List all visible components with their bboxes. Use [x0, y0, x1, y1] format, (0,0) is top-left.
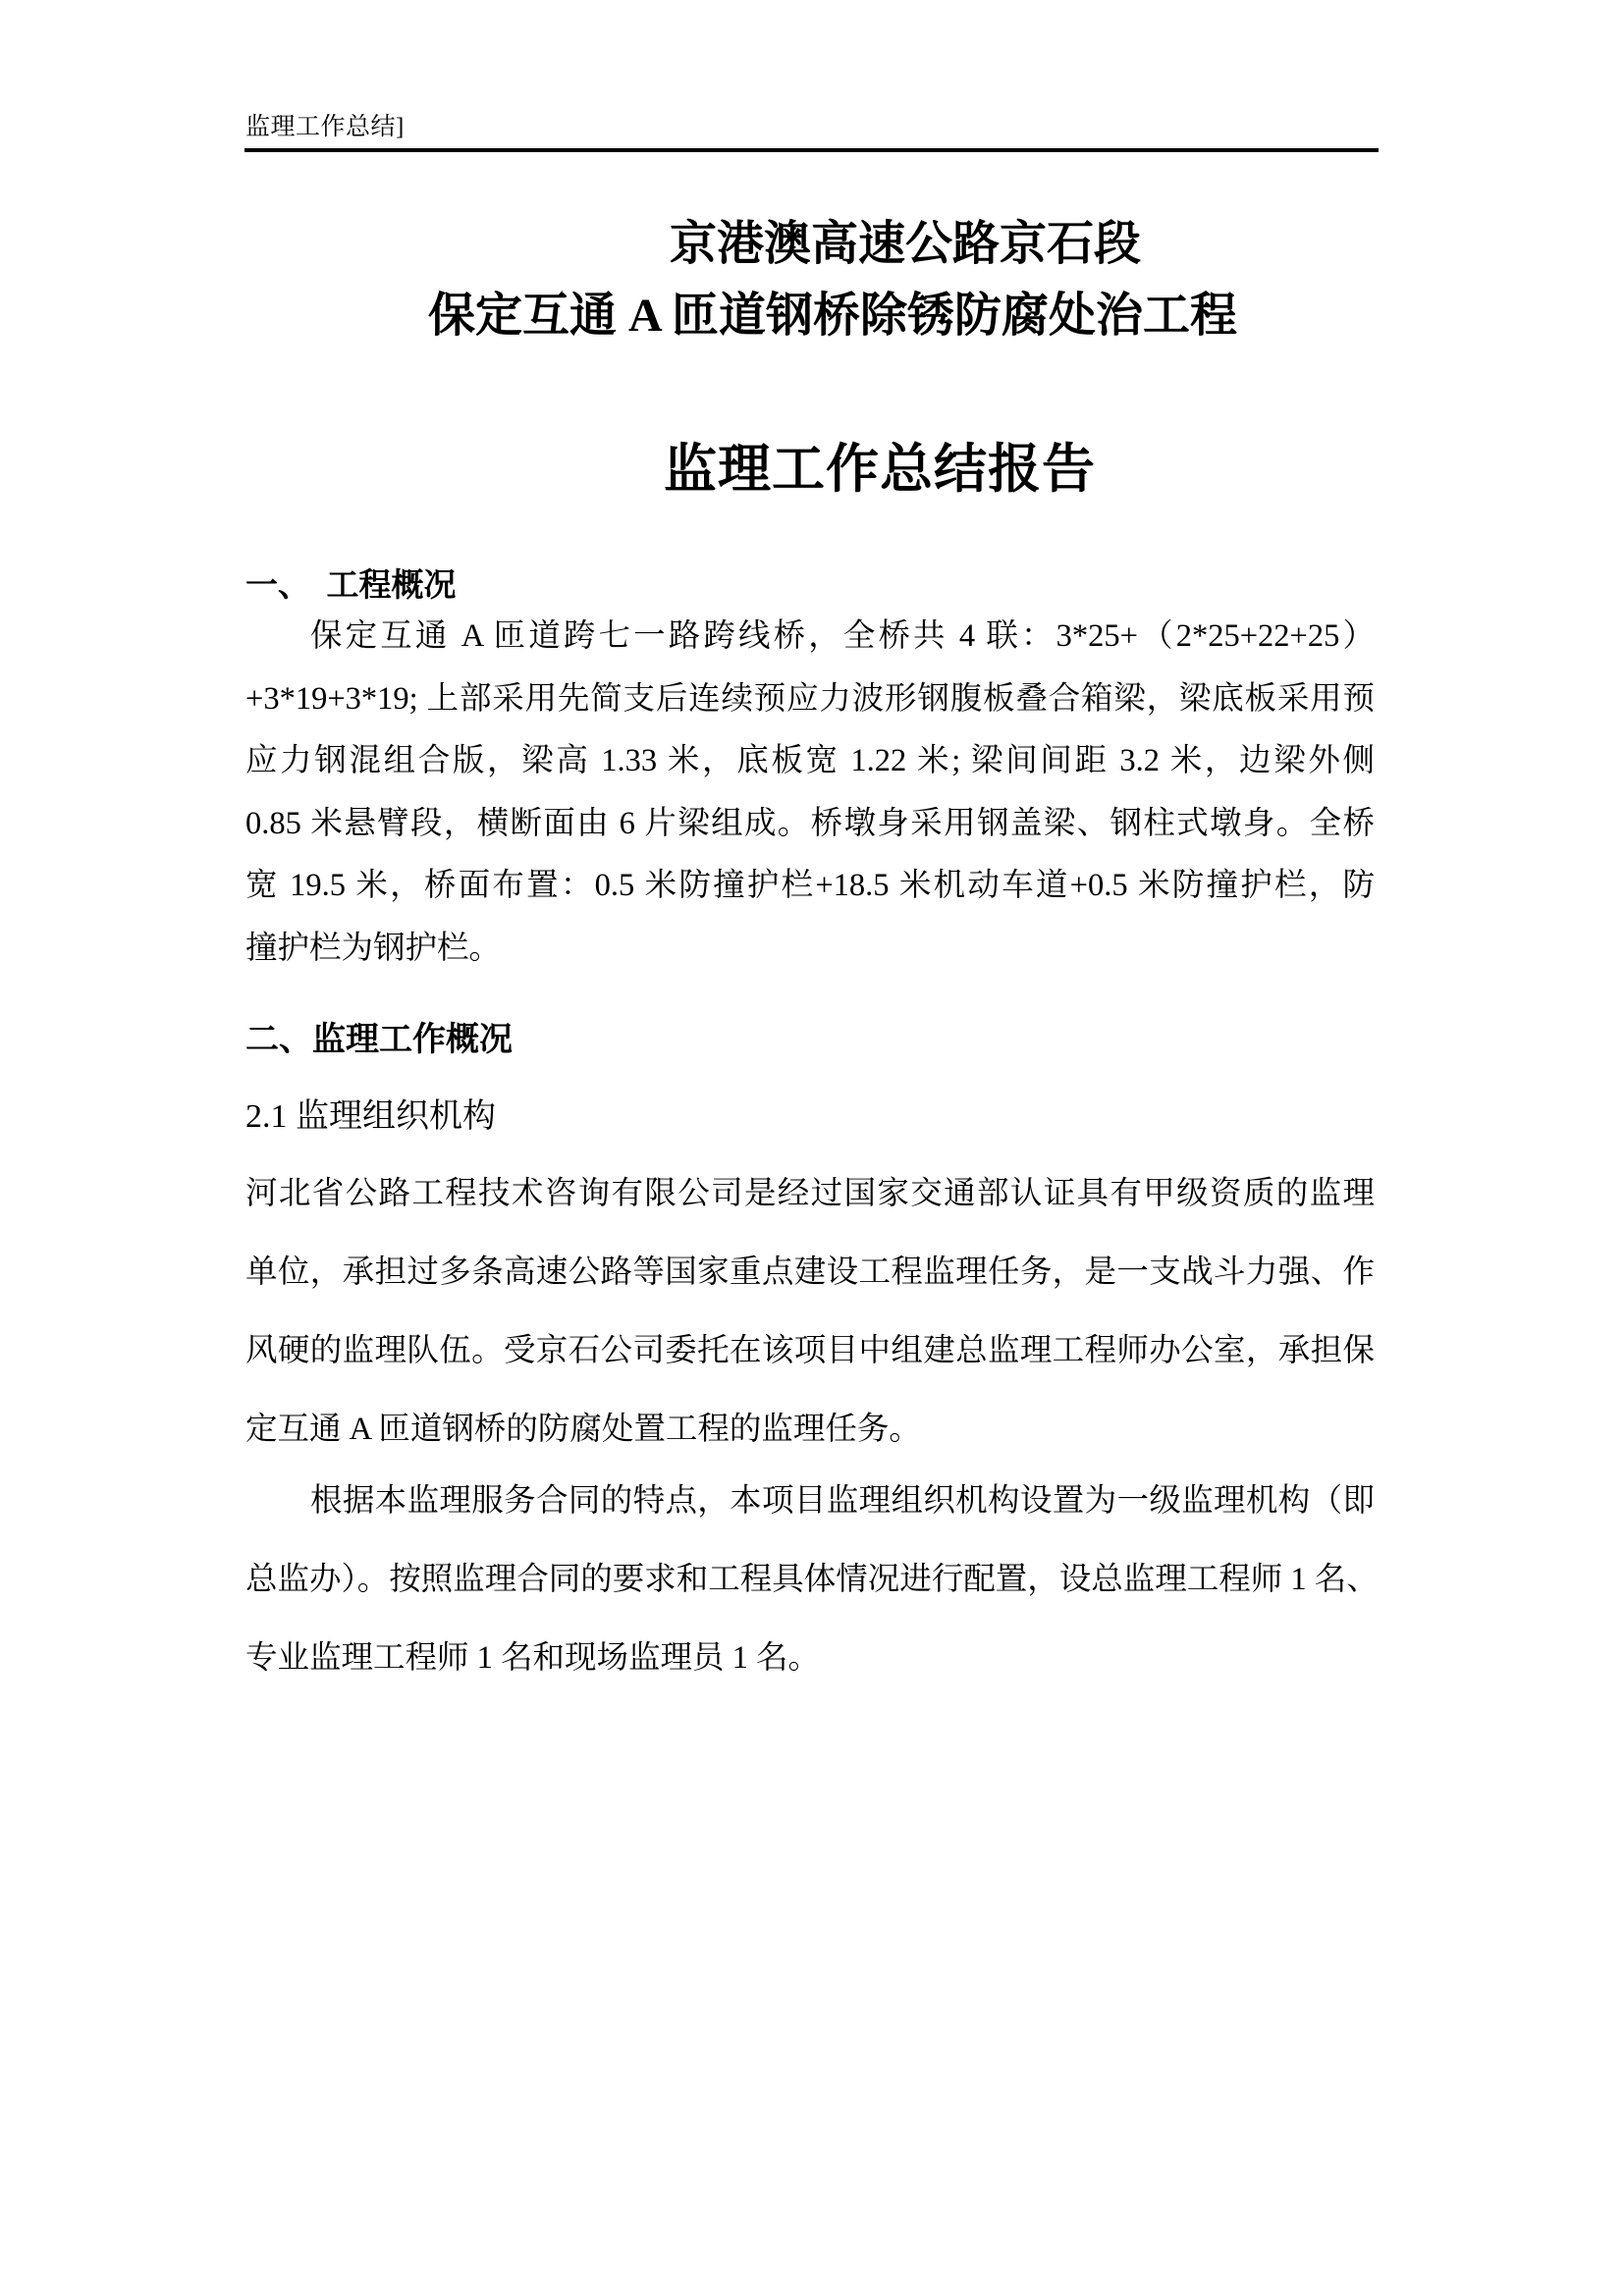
paragraph-line: 撞护栏为钢护栏。 — [245, 930, 502, 966]
section2-subheading: 2.1 监理组织机构 — [245, 1098, 496, 1135]
paragraph-line: 应力钢混组合版，梁高 1.33 米，底板宽 1.22 米; 梁间间距 3.2 米，边梁外侧 — [245, 743, 1375, 778]
paragraph-line: +3*19+3*19; 上部采用先简支后连续预应力波形钢腹板叠合箱梁，梁底板采用预 — [245, 680, 1375, 717]
section2-heading: 二、监理工作概况 — [245, 1022, 513, 1058]
paragraph-line: 0.85 米悬臂段，横断面由 6 片梁组成。桥墩身采用钢盖梁、钢柱式墩身。全桥 — [245, 805, 1375, 841]
paragraph-line: 单位，承担过多条高速公路等国家重点建设工程监理任务，是一支战斗力强、作 — [245, 1255, 1375, 1290]
header-rule — [244, 148, 1379, 152]
doc-main-title: 监理工作总结报告 — [664, 440, 1096, 499]
section2-paragraph-2 — [245, 1462, 1379, 1697]
paragraph-line: 专业监理工程师 1 名和现场监理员 1 名。 — [245, 1640, 821, 1676]
running-header-text: 监理工作总结] — [245, 114, 405, 140]
paragraph-line: 宽 19.5 米，桥面布置：0.5 米防撞护栏+18.5 米机动车道+0.5 米防撞护栏，防 — [245, 868, 1375, 903]
paragraph-line: 根据本监理服务合同的特点，本项目监理组织机构设置为一级监理机构（即 — [310, 1483, 1375, 1519]
doc-title-line1: 京港澳高速公路京石段 — [670, 218, 1142, 270]
doc-title-line2: 保定互通 A 匝道钢桥除锈防腐处治工程 — [428, 290, 1238, 342]
section2-paragraph-1 — [245, 1154, 1375, 1468]
paragraph-line: 风硬的监理队伍。受京石公司委托在该项目中组建总监理工程师办公室，承担保 — [245, 1333, 1375, 1368]
paragraph-line: 保定互通 A 匝道跨七一路跨线桥，全桥共 4 联：3*25+（2*25+22+25） — [310, 618, 1375, 654]
section1-heading: 一、 工程概况 — [245, 568, 457, 604]
paragraph-line: 定互通 A 匝道钢桥的防腐处置工程的监理任务。 — [245, 1412, 921, 1447]
section1-paragraph — [245, 606, 1375, 980]
paragraph-line: 河北省公路工程技术咨询有限公司是经过国家交通部认证具有甲级资质的监理 — [245, 1176, 1375, 1211]
paragraph-line: 总监办）。按照监理合同的要求和工程具体情况进行配置，设总监理工程师 1 名、 — [245, 1562, 1379, 1597]
